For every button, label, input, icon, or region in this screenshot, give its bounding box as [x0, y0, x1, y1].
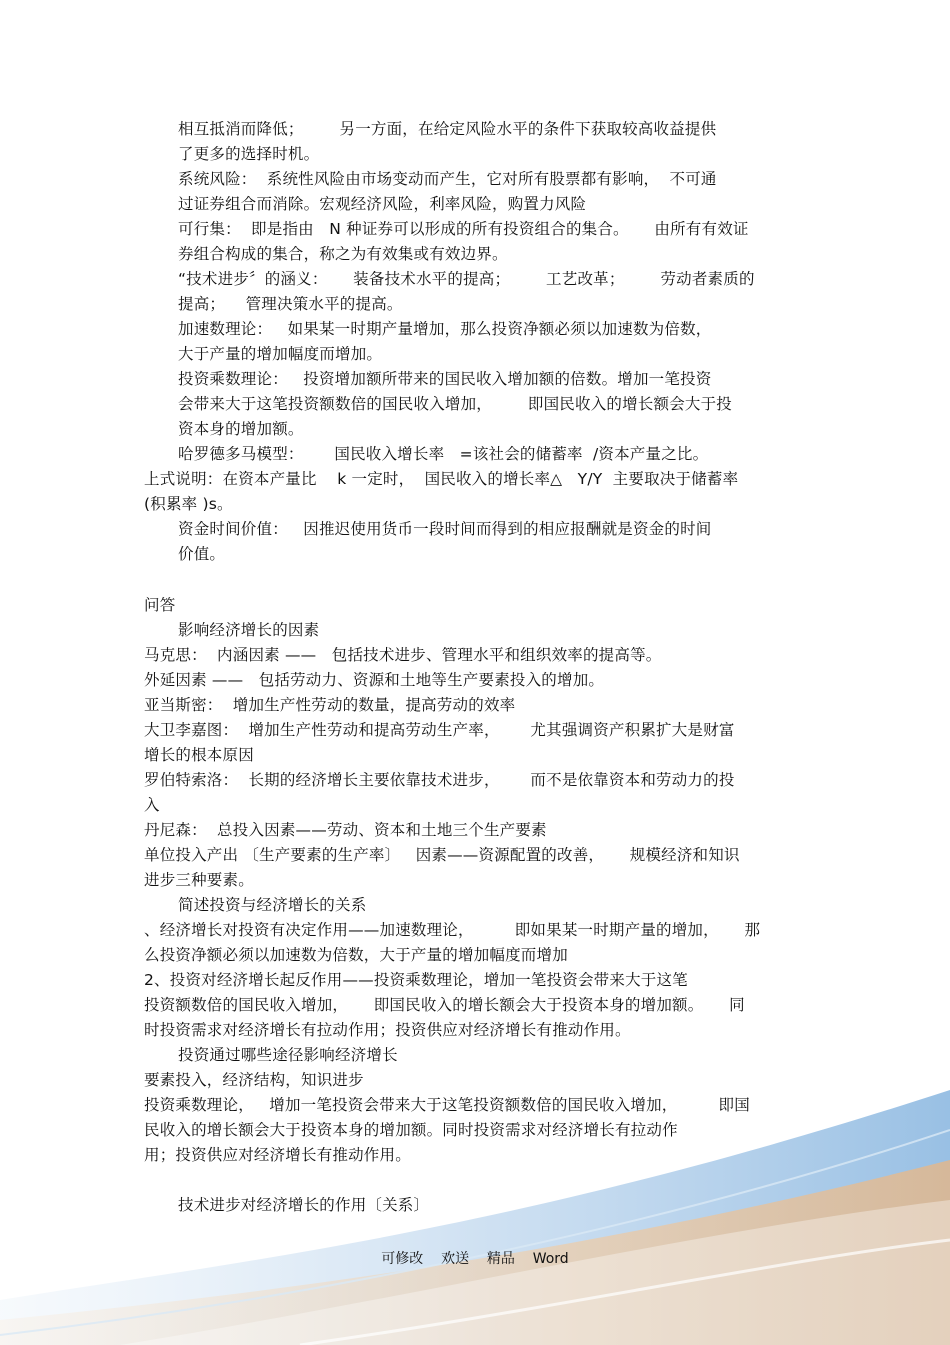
text-line: 可行集： 即是指由 N 种证券可以形成的所有投资组合的集合。 由所有有效证: [178, 220, 749, 238]
text-line: 、经济增长对投资有决定作用——加速数理论， 即如果某一时期产量的增加， 那: [144, 921, 761, 939]
text-line: 亚当斯密： 增加生产性劳动的数量，提高劳动的效率: [144, 696, 516, 714]
page-footer: 可修改 欢送 精品 Word: [381, 1251, 569, 1267]
text-line: 投资乘数理论： 投资增加额所带来的国民收入增加额的倍数。增加一笔投资: [178, 370, 712, 388]
text-line: 上式说明：在资本产量比 k 一定时， 国民收入的增长率△ Y/Y 主要取决于储蓄率: [144, 470, 739, 488]
text-line: 哈罗德多马模型： 国民收入增长率 =该社会的储蓄率 /资本产量之比。: [178, 445, 709, 463]
text-line: 大于产量的增加幅度而增加。: [178, 345, 383, 363]
text-line: 过证券组合而消除。宏观经济风险，利率风险，购置力风险: [178, 195, 587, 213]
text-line: 相互抵消而降低； 另一方面，在给定风险水平的条件下获取较高收益提供: [178, 120, 717, 138]
text-line: 投资额数倍的国民收入增加， 即国民收入的增长额会大于投资本身的增加额。 同: [144, 996, 745, 1014]
text-line: 提高； 管理决策水平的提高。: [178, 295, 403, 313]
text-line: 资本身的增加额。: [178, 420, 304, 438]
text-line: 时投资需求对经济增长有拉动作用；投资供应对经济增长有推动作用。: [144, 1021, 631, 1039]
text-line: 么投资净额必须以加速数为倍数，大于产量的增加幅度而增加: [144, 946, 568, 964]
text-line: 券组合构成的集合，称之为有效集或有效边界。: [178, 245, 508, 263]
text-line: (积累率 )s。: [144, 495, 233, 513]
question-title: 影响经济增长的因素: [178, 621, 320, 639]
text-line: 增长的根本原因: [144, 746, 254, 764]
text-line: 大卫李嘉图： 增加生产性劳动和提高劳动生产率， 尤其强调资产积累扩大是财富: [144, 721, 735, 739]
text-line: 了更多的选择时机。: [178, 145, 320, 163]
question-title: 投资通过哪些途径影响经济增长: [178, 1046, 398, 1064]
text-line: 2、投资对经济增长起反作用——投资乘数理论，增加一笔投资会带来大于这笔: [144, 971, 688, 989]
text-line: 单位投入产出 〔生产要素的生产率〕 因素——资源配置的改善， 规模经济和知识: [144, 846, 740, 864]
text-line: 进步三种要素。: [144, 871, 254, 889]
text-line: 外延因素 —— 包括劳动力、资源和土地等生产要素投入的增加。: [144, 671, 605, 689]
text-line: 加速数理论： 如果某一时期产量增加，那么投资净额必须以加速数为倍数，: [178, 320, 712, 338]
text-line: 用；投资供应对经济增长有推动作用。: [144, 1146, 411, 1164]
text-line: 要素投入，经济结构，知识进步: [144, 1071, 364, 1089]
text-line: 罗伯特索洛： 长期的经济增长主要依靠技术进步， 而不是依靠资本和劳动力的投: [144, 771, 735, 789]
text-line: “技术进步〞的涵义： 装备技术水平的提高； 工艺改革； 劳动者素质的: [178, 270, 755, 288]
text-line: 丹尼森： 总投入因素——劳动、资本和土地三个生产要素: [144, 821, 547, 839]
text-line: 民收入的增长额会大于投资本身的增加额。同时投资需求对经济增长有拉动作: [144, 1121, 678, 1139]
question-title: 技术进步对经济增长的作用〔关系〕: [178, 1196, 430, 1214]
question-title: 简述投资与经济增长的关系: [178, 896, 367, 914]
text-line: 入: [144, 796, 160, 814]
text-line: 系统风险： 系统性风险由市场变动而产生，它对所有股票都有影响， 不可通: [178, 170, 717, 188]
text-line: 资金时间价值： 因推迟使用货币一段时间而得到的相应报酬就是资金的时间: [178, 520, 712, 538]
text-line: 投资乘数理论， 增加一笔投资会带来大于这笔投资额数倍的国民收入增加， 即国: [144, 1096, 750, 1114]
text-line: 马克思： 内涵因素 —— 包括技术进步、管理水平和组织效率的提高等。: [144, 646, 662, 664]
text-line: 会带来大于这笔投资额数倍的国民收入增加， 即国民收入的增长额会大于投: [178, 395, 732, 413]
section-heading: 问答: [144, 596, 176, 614]
text-line: 价值。: [178, 545, 226, 563]
